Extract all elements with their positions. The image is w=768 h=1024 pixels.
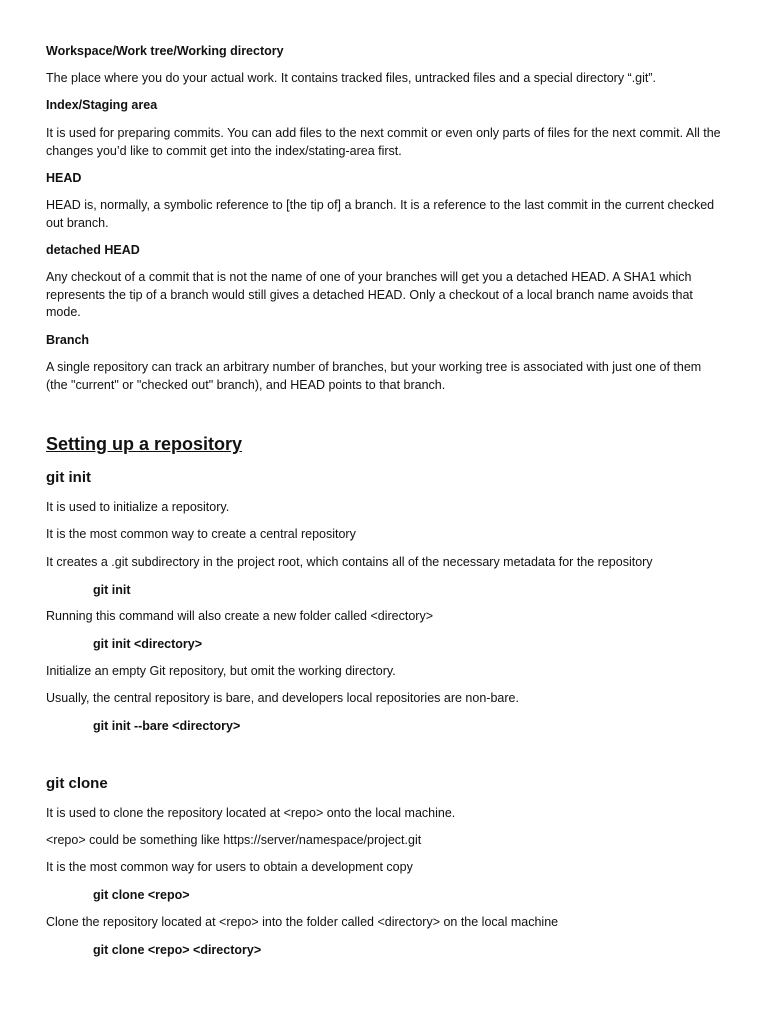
git-init-command-3: git init --bare <directory> bbox=[93, 719, 241, 733]
setup-heading: Setting up a repository bbox=[46, 434, 243, 454]
head-description: HEAD is, normally, a symbolic reference to [the tip of] a branch. It is a reference to the last commit in the current checked out branch. bbox=[46, 198, 715, 230]
git-init-command-1: git init bbox=[93, 583, 131, 597]
git-init-p5: Initialize an empty Git repository, but omit the working directory. bbox=[46, 664, 396, 678]
git-clone-command-2: git clone <repo> <directory> bbox=[93, 943, 262, 957]
git-clone-command-1: git clone <repo> bbox=[93, 888, 190, 902]
git-init-p4: Running this command will also create a new folder called <directory> bbox=[46, 609, 433, 623]
git-clone-title: git clone bbox=[46, 775, 108, 792]
workspace-description: The place where you do your actual work. It contains tracked files, untracked files and a special directory “.git”. bbox=[46, 71, 657, 85]
git-init-command-2: git init <directory> bbox=[93, 637, 203, 651]
branch-description: A single repository can track an arbitrary number of branches, but your working tree is associated with just one of them (the "current" or "checked out" branch), and HEAD points to that branch. bbox=[46, 360, 702, 392]
workspace-title: Workspace/Work tree/Working directory bbox=[46, 44, 284, 58]
index-title: Index/Staging area bbox=[46, 98, 158, 112]
detached-head-title: detached HEAD bbox=[46, 243, 140, 257]
git-init-p1: It is used to initialize a repository. bbox=[46, 500, 230, 514]
git-init-p3: It creates a .git subdirectory in the project root, which contains all of the necessary metadata for the repository bbox=[46, 555, 653, 569]
index-description: It is used for preparing commits. You can add files to the next commit or even only parts of files for the next commit. All the changes you’d like to commit get into the index/stating-area first. bbox=[46, 126, 721, 158]
git-clone-p1: It is used to clone the repository located at <repo> onto the local machine. bbox=[46, 806, 456, 820]
git-init-title: git init bbox=[46, 469, 91, 486]
branch-title: Branch bbox=[46, 333, 90, 347]
git-init-p6: Usually, the central repository is bare, and developers local repositories are non-bare. bbox=[46, 691, 519, 705]
git-clone-p2: <repo> could be something like https://server/namespace/project.git bbox=[46, 833, 422, 847]
head-title: HEAD bbox=[46, 171, 82, 185]
git-clone-p3: It is the most common way for users to obtain a development copy bbox=[46, 860, 413, 874]
git-clone-p4: Clone the repository located at <repo> into the folder called <directory> on the local machine bbox=[46, 915, 559, 929]
detached-head-description: Any checkout of a commit that is not the name of one of your branches will get you a detached HEAD. A SHA1 which represents the tip of a branch would still gives a detached HEAD. Only a checkout of a local branch name avoids that mode. bbox=[46, 270, 693, 319]
git-init-p2: It is the most common way to create a central repository bbox=[46, 527, 356, 541]
